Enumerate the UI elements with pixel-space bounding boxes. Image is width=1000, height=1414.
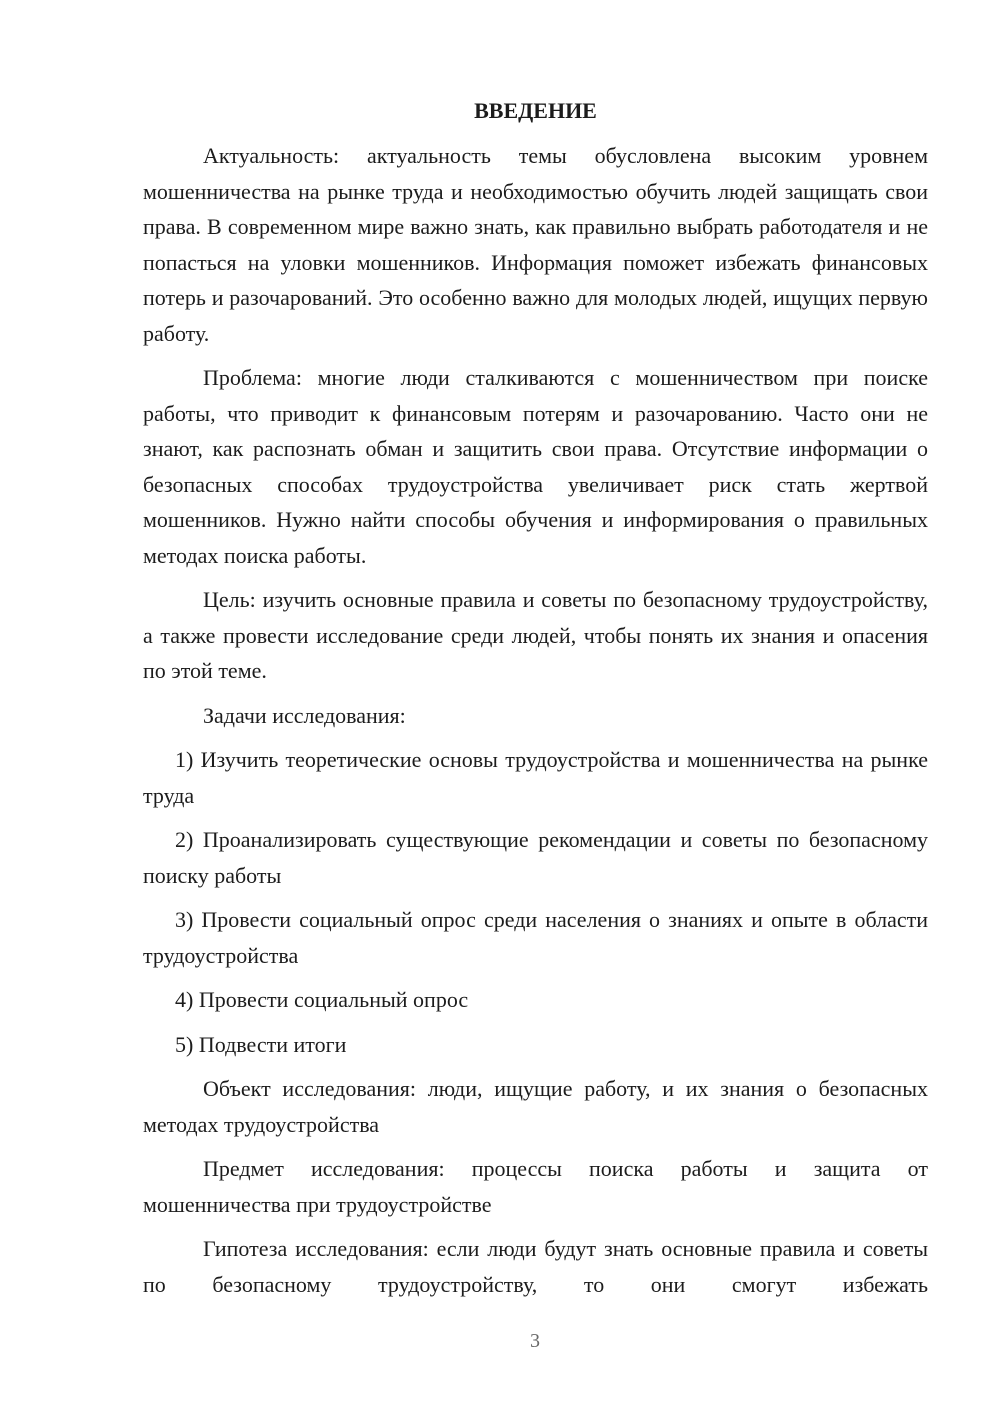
task-item-1: 1) Изучить теоретические основы трудоустройства и мошенничества на рынке труда	[143, 747, 928, 808]
goal-paragraph: Цель: изучить основные правила и советы по безопасному трудоустройству, а также провести исследование среди людей, чтобы понять их знания и опасения по этой теме.	[143, 587, 928, 683]
document-body	[143, 96, 928, 1302]
task-item-4: 4) Провести социальный опрос	[175, 987, 469, 1012]
tasks-title: Задачи исследования:	[203, 702, 406, 728]
hypothesis-paragraph: Гипотеза исследования: если люди будут знать основные правила и советы по безопасному трудоустройству, то они смогут избежать	[143, 1236, 928, 1297]
subject-paragraph: Предмет исследования: процессы поиска работы и защита от мошенничества при трудоустройстве	[143, 1156, 928, 1217]
task-item-5: 5) Подвести итоги	[175, 1031, 347, 1057]
relevance-paragraph: Актуальность: актуальность темы обусловлена высоким уровнем мошенничества на рынке труда и необходимостью обучить людей защищать свои права. В современном мире важно знать, как правильно выбрать работодателя и не попасться на уловки мошенников. Информация поможет избежать финансовых потерь и разочарований. Это особенно важно для молодых людей, ищущих первую работу.	[143, 143, 928, 346]
task-item-2: 2) Проанализировать существующие рекомендации и советы по безопасному поиску работы	[143, 827, 928, 888]
page-title: ВВЕДЕНИЕ	[474, 98, 597, 123]
object-paragraph: Объект исследования: люди, ищущие работу, и их знания о безопасных методах трудоустройства	[143, 1076, 928, 1137]
page-number: 3	[530, 1330, 540, 1352]
task-item-3: 3) Провести социальный опрос среди населения о знаниях и опыте в области трудоустройства	[143, 907, 928, 968]
problem-paragraph: Проблема: многие люди сталкиваются с мошенничеством при поиске работы, что приводит к финансовым потерям и разочарованию. Часто они не знают, как распознать обман и защитить свои права. Отсутствие информации о безопасных способах трудоустройства увеличивает риск стать жертвой мошенников. Нужно найти способы обучения и информирования о правильных методах поиска работы.	[143, 365, 928, 568]
